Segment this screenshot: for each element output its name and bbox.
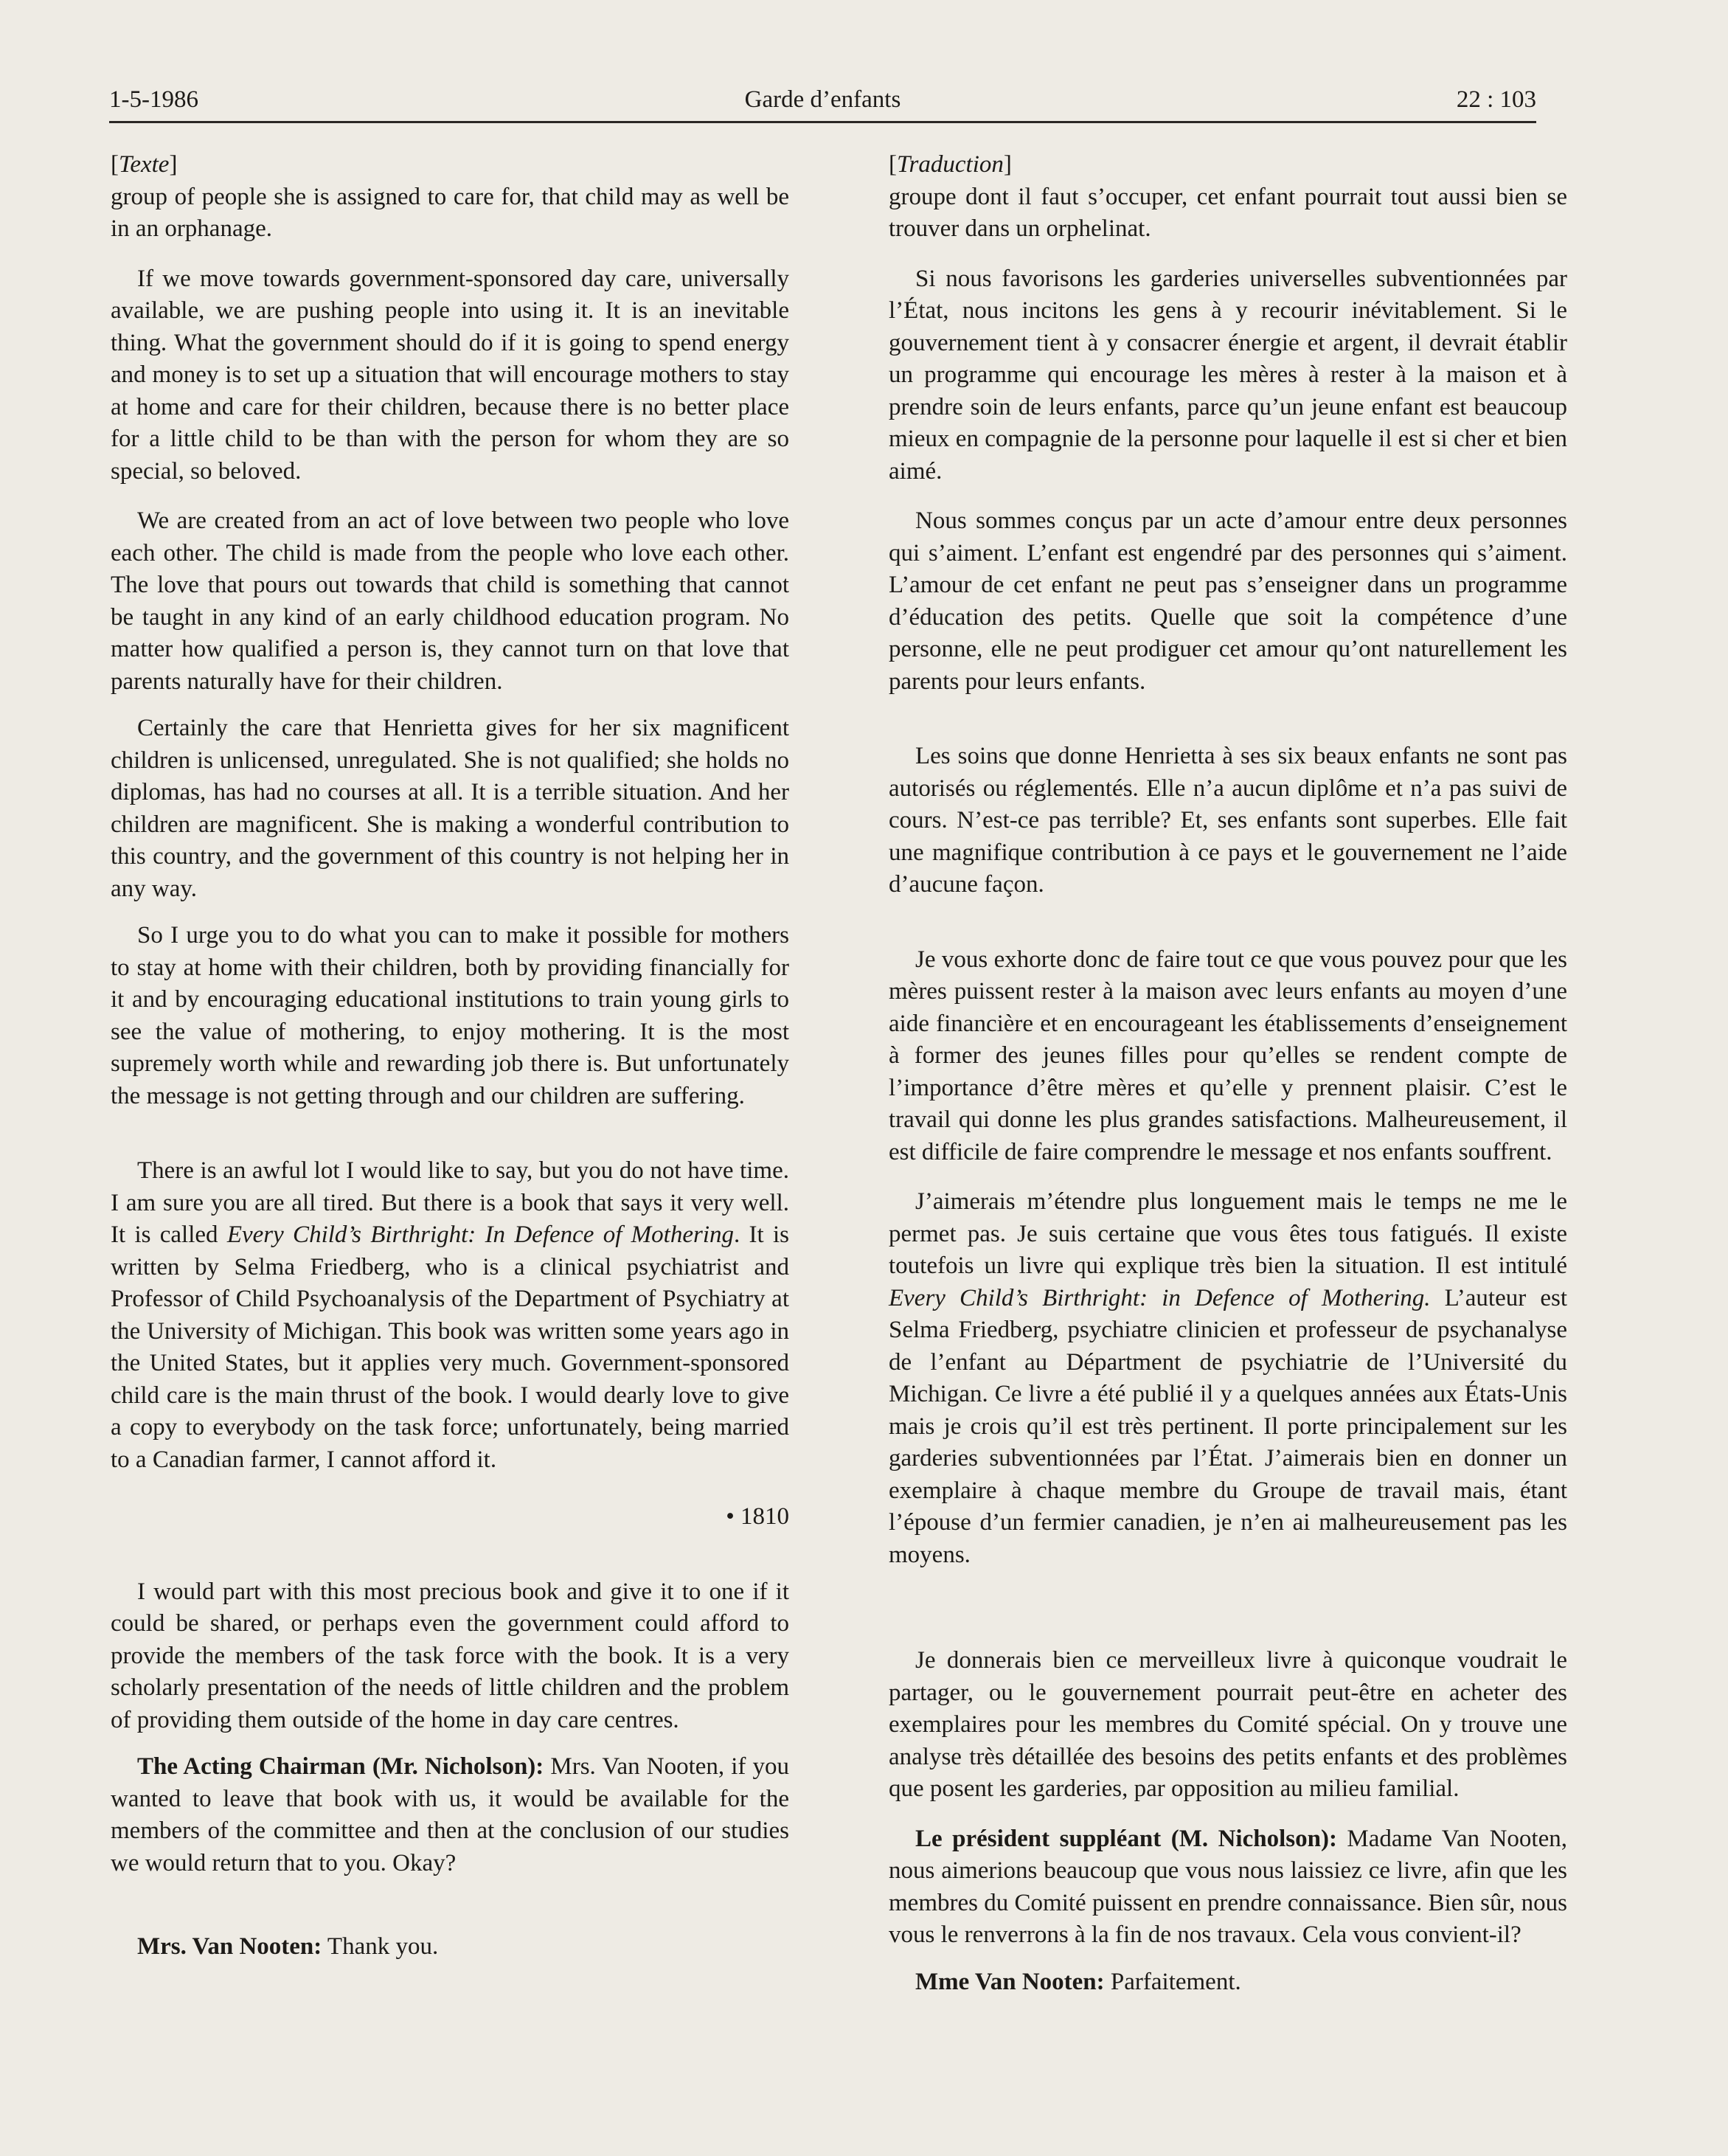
speaker-paragraph: Le président suppléant (M. Nicholson): Madame Van Nooten, nous aimerions beaucoup que vous nous laissiez ce livre, afin que les membres du Comité puissent en prendre connaissance. Bien sûr, nous vous le renverrons à la fin de nos travaux. Cela vous convient-il? bbox=[889, 1825, 1567, 1948]
paragraph: Je donnerais bien ce merveilleux livre à quiconque voudrait le partager, ou le gouvernement pourrait peut-être en acheter des exemplaires pour les membres du Comité spécial. On y trouve une analyse très détaillée des besoins des petits enfants et des problèmes que posent les garderies, par opposition au milieu familial. bbox=[889, 1647, 1567, 1802]
speaker-name: The Acting Chairman (Mr. Nicholson): bbox=[137, 1753, 544, 1780]
paragraph: Certainly the care that Henrietta gives for her six magnificent children is unlicensed, unregulated. She is not qualified; she holds no diplomas, has had no courses at all. It is a terrible situation. And her children are magnificent. She is making a wonderful contribution to this country, and the government of this country is not helping her in any way. bbox=[111, 715, 789, 902]
paragraph: Nous sommes conçus par un acte d’amour entre deux personnes qui s’aiment. L’enfant est engendré par des personnes qui s’aiment. L’amour de cet enfant ne peut pas s’enseigner dans un programme d’éducation des petits. Quelle que soit la compétence d’une personne, elle ne peut prodiguer cet amour qu’ont naturellement les parents pour leurs enfants. bbox=[889, 507, 1567, 695]
speaker-paragraph: The Acting Chairman (Mr. Nicholson): Mrs. Van Nooten, if you wanted to leave that book with us, it would be available for the members of the committee and then at the conclusion of our studies we would return that to you. Okay? bbox=[111, 1753, 789, 1876]
paragraph: If we move towards government-sponsored day care, universally available, we are pushing people into using it. It is an inevitable thing. What the government should do if it is going to spend energy and money is to set up a situation that will encourage mothers to stay at home and care for their children, because there is no better place for a little child to be than with the person for whom they are so special, so beloved. bbox=[111, 265, 789, 485]
header-date: 1-5-1986 bbox=[109, 86, 198, 113]
paragraph: group of people she is assigned to care for, that child may as well be in an orphanage. bbox=[111, 183, 789, 242]
paragraph: Si nous favorisons les garderies universelles subventionnées par l’État, nous incitons les gens à y recourir inévitablement. Si le gouvernement tient à y consacrer énergie et argent, il devrait établir un programme qui encourage les mères à rester à la maison et à prendre soin de leurs enfants, parce qu’un jeune enfant est beaucoup mieux en compagnie de la personne pour laquelle il est si cher et bien aimé. bbox=[889, 265, 1567, 485]
paragraph: We are created from an act of love between two people who love each other. The child is made from the people who love each other. The love that pours out towards that child is something that cannot be taught in any kind of an early childhood education program. No matter how qualified a person is, they cannot turn on that love that parents naturally have for their children. bbox=[111, 507, 789, 695]
paragraph: Les soins que donne Henrietta à ses six beaux enfants ne sont pas autorisés ou réglementés. Elle n’a aucun diplôme et n’a pas suivi de cours. N’est-ce pas terrible? Et, ses enfants sont superbes. Elle fait une magnifique contribution à ce pays et le gouvernement ne l’aide d’aucune façon. bbox=[889, 743, 1567, 898]
page-header bbox=[109, 77, 1536, 123]
speaker-name: Mme Van Nooten: bbox=[915, 1968, 1105, 1995]
language-label: [Traduction] bbox=[889, 151, 1012, 178]
header-page-number: 22 : 103 bbox=[1456, 86, 1536, 113]
speaker-name: Mrs. Van Nooten: bbox=[137, 1933, 322, 1960]
book-title: Every Child’s Birthright: in Defence of Mothering. bbox=[889, 1284, 1431, 1311]
speaker-paragraph: Mrs. Van Nooten: Thank you. bbox=[137, 1933, 439, 1960]
speaker-paragraph: Mme Van Nooten: Parfaitement. bbox=[915, 1968, 1241, 1995]
header-title: Garde d’enfants bbox=[744, 86, 901, 113]
paragraph: There is an awful lot I would like to say, but you do not have time. I am sure you are all tired. But there is a book that says it very well. It is called Every Child’s Birthright: In Defence of Mothering. It is written by Selma Friedberg, who is a clinical psychiatrist and Professor of Child Psychoanalysis of the Department of Psychiatry at the University of Michigan. This book was written some years ago in the United States, but it applies very much. Government-sponsored child care is the main thrust of the book. I would dearly love to give a copy to everybody on the task force; unfortunately, being married to a Canadian farmer, I cannot afford it. bbox=[111, 1157, 789, 1473]
english-column bbox=[111, 149, 789, 1963]
paragraph: J’aimerais m’étendre plus longuement mais le temps ne me le permet pas. Je suis certaine que vous êtes tous fatigués. Il existe toutefois un livre qui explique très bien la situation. Il est intitulé Every Child’s Birthright: in Defence of Mothering. L’auteur est Selma Friedberg, psychiatre clinicien et professeur de psychanalyse de l’enfant au Départment de psychiatrie de l’Université du Michigan. Ce livre a été publié il y a quelques années aux États-Unis mais je crois qu’il est très pertinent. Il porte principalement sur les garderies subventionnées par l’État. J’aimerais bien en donner un exemplaire à chaque membre du Groupe de travail mais, étant l’épouse d’un fermier canadien, je n’en ai malheureusement pas les moyens. bbox=[889, 1188, 1567, 1568]
time-marker: • 1810 bbox=[726, 1503, 789, 1530]
book-title: Every Child’s Birthright: In Defence of Mothering bbox=[226, 1221, 734, 1248]
speaker-name: Le président suppléant (M. Nicholson): bbox=[915, 1825, 1337, 1852]
language-label: [Texte] bbox=[111, 151, 178, 178]
paragraph: groupe dont il faut s’occuper, cet enfant pourrait tout aussi bien se trouver dans un orphelinat. bbox=[889, 183, 1567, 242]
french-column bbox=[889, 149, 1567, 1998]
paragraph: I would part with this most precious book and give it to one if it could be shared, or perhaps even the government could afford to provide the members of the task force with the book. It is a very scholarly presentation of the needs of little children and the problem of providing them outside of the home in day care centres. bbox=[111, 1578, 789, 1733]
paragraph: Je vous exhorte donc de faire tout ce que vous pouvez pour que les mères puissent rester à la maison avec leurs enfants au moyen d’une aide financière et en encourageant les établissements d’enseignement à former des jeunes filles pour qu’elles se rendent compte de l’importance d’être mères et qu’elle y prennent plaisir. C’est le travail qui donne les plus grandes satisfactions. Malheureusement, il est difficile de faire comprendre le message et nos enfants souffrent. bbox=[889, 946, 1567, 1165]
paragraph: So I urge you to do what you can to make it possible for mothers to stay at home with their children, both by providing financially for it and by encouraging educational institutions to train young girls to see the value of mothering, to enjoy mothering. It is the most supremely worth while and rewarding job there is. But unfortunately the message is not getting through and our children are suffering. bbox=[111, 922, 789, 1109]
